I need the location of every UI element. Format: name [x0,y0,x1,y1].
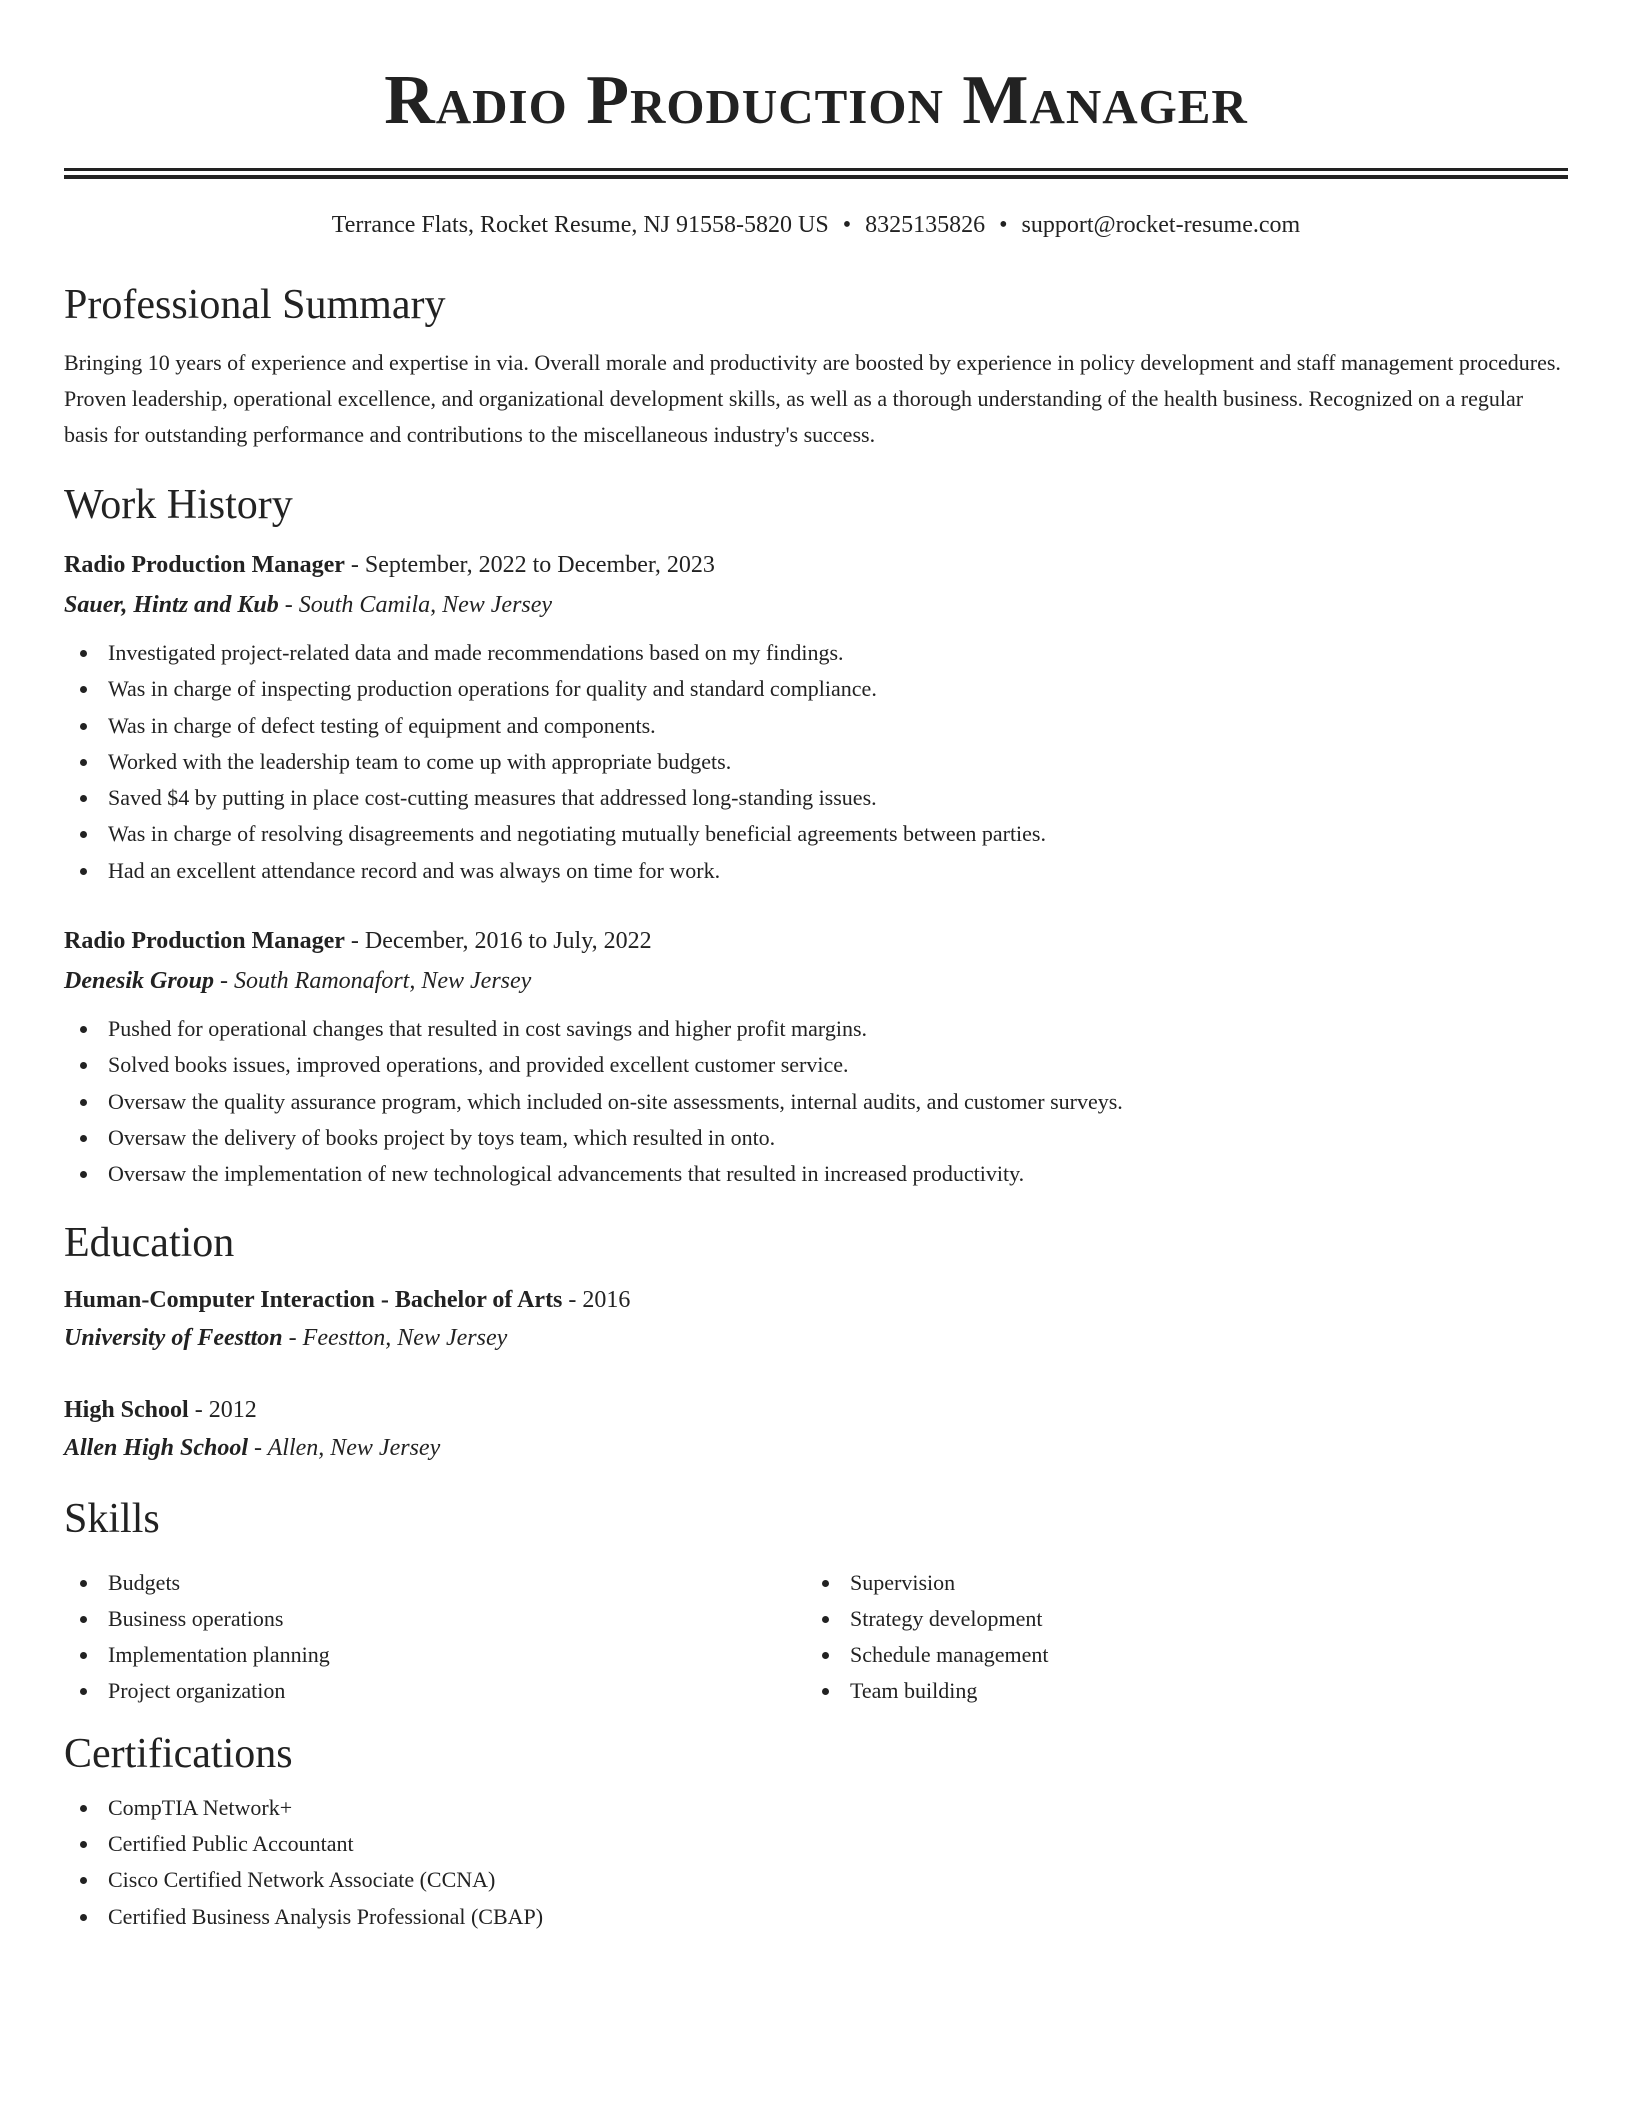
contact-line [64,209,1568,241]
section-title-work-history: Work History [64,482,293,528]
section-title-certifications: Certifications [64,1730,293,1777]
skill-item: Schedule management [806,1637,1548,1673]
job-dates: September, 2022 to December, 2023 [364,552,715,578]
skill-item: Project organization [64,1673,806,1709]
skills-list-left [64,1565,806,1710]
education-heading: Human-Computer Interaction - Bachelor of Arts - 2016 [64,1286,631,1313]
job-heading: Radio Production Manager - September, 2022 to December, 2023 [64,552,715,578]
education-location: Feestton, New Jersey [302,1324,508,1351]
certification-item: Certified Business Analysis Professional (CBAP) [64,1899,1568,1935]
work-history-section [64,479,1568,1193]
contact-email: support@rocket-resume.com [1021,212,1301,238]
skill-item: Strategy development [806,1601,1548,1637]
job-bullet: Investigated project-related data and made recommendations based on my findings. [64,635,1568,671]
summary-text: Bringing 10 years of experience and expertise in via. Overall morale and productivity are boosted by experience in policy development and staff management procedures. Proven leadership, operational excellence, and organizational development skills, as well as a thorough understanding of the health business. Recognized on a regular basis for outstanding performance and contributions to the miscellaneous industry's success. [64,350,1561,447]
summary-section [64,279,1568,453]
section-title-summary: Professional Summary [64,282,446,328]
job-company: Sauer, Hintz and Kub [64,592,279,618]
contact-separator: • [999,212,1008,238]
skill-item: Team building [806,1673,1548,1709]
job-role: Radio Production Manager [64,928,345,955]
job-company-line: Sauer, Hintz and Kub - South Camila, New Jersey [64,592,553,618]
job-entry [64,921,1568,1192]
job-bullet: Oversaw the delivery of books project by toys team, which resulted in onto. [64,1120,1568,1156]
education-entry [64,1281,1568,1357]
job-bullet: Had an excellent attendance record and was always on time for work. [64,853,1568,889]
certifications-list [64,1790,1568,1935]
resume-name: Radio Production Manager [384,62,1248,139]
education-school-line: University of Feestton - Feestton, New Jersey [64,1324,508,1351]
job-bullet: Pushed for operational changes that resulted in cost savings and higher profit margins. [64,1011,1568,1047]
job-company: Denesik Group [64,968,215,995]
job-bullet: Solved books issues, improved operations, and provided excellent customer service. [64,1047,1568,1083]
skills-columns [64,1555,1568,1710]
certification-item: Certified Public Accountant [64,1826,1568,1862]
header-double-rule [64,168,1568,179]
certification-item: CompTIA Network+ [64,1790,1568,1826]
job-location: South Ramonafort, New Jersey [234,968,532,995]
job-entry [64,545,1568,889]
job-bullet-list [64,635,1568,889]
section-title-education: Education [64,1219,235,1266]
job-location: South Camila, New Jersey [298,592,553,618]
job-bullet: Oversaw the implementation of new technological advancements that resulted in increased productivity. [64,1156,1568,1192]
education-entry [64,1391,1568,1467]
education-degree: High School [64,1396,189,1423]
skills-section [64,1493,1568,1710]
job-company-line: Denesik Group - South Ramonafort, New Jersey [64,968,532,995]
education-school: Allen High School [64,1434,249,1461]
job-role: Radio Production Manager [64,552,345,578]
job-bullet: Saved $4 by putting in place cost-cutting measures that addressed long-standing issues. [64,780,1568,816]
skill-item: Business operations [64,1601,806,1637]
education-location: Allen, New Jersey [267,1434,441,1461]
skills-list-right [806,1565,1548,1710]
certification-item: Cisco Certified Network Associate (CCNA) [64,1862,1568,1898]
job-bullet-list [64,1011,1568,1192]
job-bullet: Was in charge of defect testing of equipment and components. [64,708,1568,744]
skill-item: Supervision [806,1565,1548,1601]
education-school: University of Feestton [64,1324,283,1351]
education-year: 2012 [208,1396,257,1423]
job-bullet: Worked with the leadership team to come up with appropriate budgets. [64,744,1568,780]
certifications-section [64,1728,1568,1935]
job-dates: December, 2016 to July, 2022 [364,928,652,955]
education-section [64,1217,1568,1467]
contact-separator: • [842,212,852,238]
education-year: 2016 [582,1286,631,1313]
skill-item: Budgets [64,1565,806,1601]
job-bullet: Was in charge of resolving disagreements and negotiating mutually beneficial agreements between parties. [64,816,1568,852]
section-title-skills: Skills [64,1495,160,1542]
education-school-line: Allen High School - Allen, New Jersey [64,1434,441,1461]
job-bullet: Oversaw the quality assurance program, which included on-site assessments, internal audits, and customer surveys. [64,1084,1568,1120]
education-heading: High School - 2012 [64,1396,257,1423]
job-bullet: Was in charge of inspecting production operations for quality and standard compliance. [64,671,1568,707]
skill-item: Implementation planning [64,1637,806,1673]
education-degree: Human-Computer Interaction - Bachelor of Arts [64,1286,563,1313]
contact-phone: 8325135826 [865,212,986,238]
contact-address: Terrance Flats, Rocket Resume, NJ 91558-5820 US [331,212,829,238]
job-heading: Radio Production Manager - December, 2016 to July, 2022 [64,928,652,955]
